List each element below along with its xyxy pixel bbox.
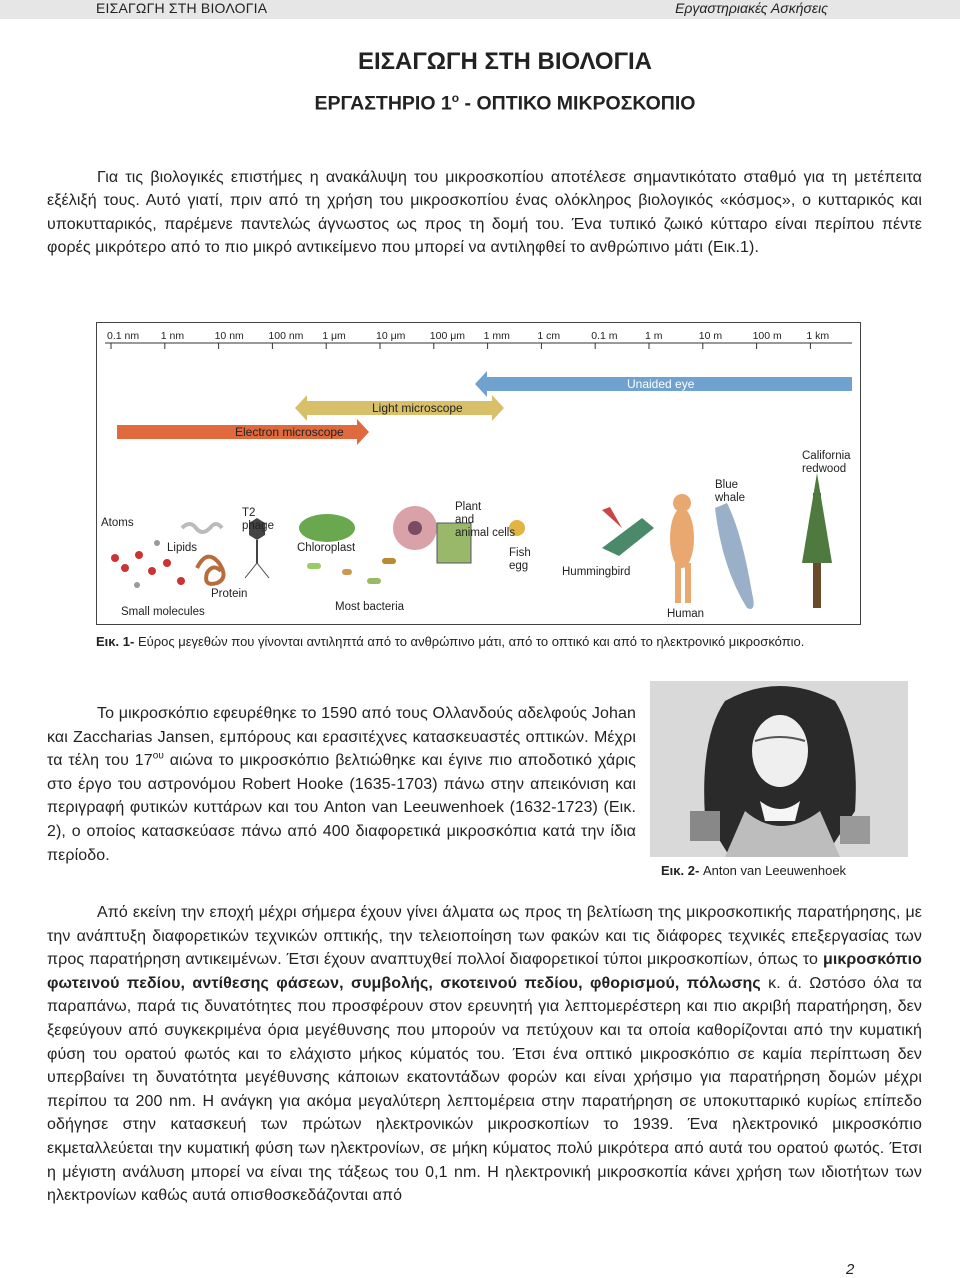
scale-tick-label: 100 μm: [429, 330, 466, 342]
item-label: and: [455, 514, 475, 526]
scale-tick-label: 1 nm: [160, 330, 185, 342]
leeuwenhoek-portrait: [650, 681, 908, 857]
scale-tick-label: 10 μm: [376, 330, 406, 342]
figure2-caption-label: Εικ. 2-: [661, 863, 700, 878]
item-label: Human: [667, 608, 705, 620]
history-paragraph: [47, 702, 636, 867]
scale-tick-label: 10 m: [698, 330, 723, 342]
scale-tick-label: 1 mm: [483, 330, 510, 342]
page-number: 2: [846, 1261, 855, 1278]
item-label: Chloroplast: [297, 542, 356, 554]
scale-tick-label: 1 μm: [322, 330, 346, 342]
item-label: Fish: [509, 547, 531, 559]
history-text-part1: Το μικροσκόπιο εφευρέθηκε το 1590 από τους Ολλανδούς αδελφούς Johan και Zaccharias Jansen, εμπόρους και ερασιτέχνες κατασκευαστές οπτικών. Μέχρι τα τέλη του 17: [47, 705, 636, 770]
figure1-caption: [96, 632, 836, 652]
figure1-caption-label: Εικ. 1-: [96, 634, 135, 649]
item-label: whale: [715, 492, 746, 504]
scale-tick-label: 0.1 m: [591, 330, 618, 342]
size-scale-illustration: [97, 323, 860, 624]
item-label: Most bacteria: [335, 601, 405, 613]
range-label-light-microscope: Light microscope: [372, 401, 463, 415]
types-text-part1: Από εκείνη την εποχή μέχρι σήμερα έχουν γίνει άλματα ως προς τη βελτίωση της μικροσκοπικής παρατήρησης, με την ανάπτυξη διαφορετικών τεχνικών οπτικής, την τελειοποίηση των φακών και τις διάφορες τεχνικές επεξεργασίας των προς παρατήρηση αντικειμένων. Έτσι έχουν αναπτυχθεί πολλοί διαφορετικοί τύποι μικροσκοπίων, όπως το: [47, 904, 922, 969]
intro-paragraph: Για τις βιολογικές επιστήμες η ανακάλυψη του μικροσκοπίου αποτέλεσε σημαντικότατο σταθμό για τη μετέπειτα εξέλιξή τους. Αυτό γιατί, πριν από τη χρήση του μικροσκοπίου ένας ολόκληρος βιολογικός «κόσμος», ο κυτταρικός και υποκυτταρικός, παρέμενε παντελώς άγνωστος ως προς τη δομή του. Ένα τυπικό ζωικό κύτταρο είναι περίπου πέντε φορές μικρότερο από το πιο μικρό αντικείμενο που μπορεί να αντιληφθεί το ανθρώπινο μάτι (Εικ.1).: [47, 169, 922, 256]
item-label: animal cells: [455, 527, 516, 539]
item-label: Lipids: [167, 542, 198, 554]
item-label: California: [802, 450, 851, 462]
size-scale-figure: [96, 322, 861, 625]
lab-subtitle: [0, 91, 960, 116]
item-label: Hummingbird: [562, 566, 631, 578]
unaided-eye-bar: [475, 371, 852, 397]
header-course-title: ΕΙΣΑΓΩΓΗ ΣΤΗ ΒΙΟΛΟΓΙΑ: [96, 0, 268, 16]
figure2-caption: [661, 862, 846, 880]
scale-tick-label: 1 cm: [537, 330, 561, 342]
item-label: Small molecules: [121, 606, 205, 618]
item-label: Plant: [455, 501, 482, 513]
figure1-caption-text: Εύρος μεγεθών που γίνονται αντιληπτά από το ανθρώπινο μάτι, από το οπτικό και από το ηλεκτρονικό μικροσκόπιο.: [134, 634, 805, 649]
light-microscope-bar: [295, 395, 504, 421]
item-label: phage: [242, 520, 274, 532]
types-text-part2: κ. ά. Ωστόσο όλα τα παραπάνω, παρά τις δυνατότητες που προσφέρουν στον ερευνητή για λεπτομερέστερη και πιο ακριβή παρατήρηση, δεν ξεφεύγουν από συγκεκριμένα όρια μεγέθυνσης που μπορούν να πετύχουν και τα οποία καθορίζονται από την κυματική φύση του ορατού φωτός και το ελάχιστο μήκος κύματός του. Έτσι ένα οπτικό μικροσκόπιο σε καμία περίπτωση δεν υπερβαίνει τη δυνατότητα μεγέθυνσης κάποιων εκατοντάδων φορών και είναι χρήσιμο για παρατήρηση δομών μέχρι περίπου τα 200 nm. Η ανάγκη για ακόμα μεγαλύτερη λεπτομέρεια στην παρατήρηση σε υποκυτταρικό κυρίως επίπεδο οδήγησε στην κατασκευή των πρώτων ηλεκτρονικών μικροσκοπίων το 1939. Ένα ηλεκτρονικό μικροσκόπιο εκμεταλλεύεται την κυματική φύση των ηλεκτρονίων, σε μήκη κύματος πολύ μικρότερα από αυτά του ορατού φωτός. Έτσι η μέγιστη ανάλυση μπορεί να είναι της τάξεως του 0,1 nm. Η ηλεκτρονική μικροσκοπία κάνει χρήση των ιδιοτήτων των ηλεκτρονίων καθώς αυτά οπισθοσκεδάζονται από: [47, 974, 923, 1205]
scale-tick-label: 100 m: [752, 330, 782, 342]
portrait-drawing: [650, 681, 908, 857]
electron-microscope-bar: [117, 419, 369, 445]
scale-tick-label: 10 nm: [214, 330, 244, 342]
document-title: ΕΙΣΑΓΩΓΗ ΣΤΗ ΒΙΟΛΟΓΙΑ: [357, 48, 653, 75]
item-label: Protein: [211, 588, 248, 600]
subtitle-post: - ΟΠΤΙΚΟ ΜΙΚΡΟΣΚΟΠΙΟ: [459, 92, 696, 115]
history-century-ordinal: ου: [152, 750, 164, 762]
scale-tick-label: 100 nm: [268, 330, 304, 342]
subtitle-pre: ΕΡΓΑΣΤΗΡΙΟ 1: [314, 92, 452, 115]
item-label: T2: [242, 507, 256, 519]
microscope-types-paragraph: [47, 901, 922, 1208]
item-label: egg: [509, 560, 529, 572]
range-label-unaided-eye: Unaided eye: [627, 377, 695, 391]
figure2-caption-text: Anton van Leeuwenhoek: [699, 863, 847, 878]
header-section-title: Εργαστηριακές Ασκήσεις: [675, 0, 828, 16]
item-label: Blue: [715, 479, 739, 491]
scale-tick-label: 1 km: [806, 330, 830, 342]
range-label-electron-microscope: Electron microscope: [235, 425, 344, 439]
scale-tick-label: 1 m: [645, 330, 663, 342]
item-label: redwood: [802, 463, 847, 475]
scale-tick-label: 0.1 nm: [107, 330, 140, 342]
microscope-types-list: μικροσκόπιο φωτεινού πεδίου, αντίθεσης φάσεων, συμβολής, σκοτεινού πεδίου, φθορισμού, πόλωσης: [47, 951, 922, 992]
history-text-part2: αιώνα το μικροσκόπιο βελτιώθηκε και έγινε πιο αποδοτικό χάρις στο έργο του αστρονόμου Robert Hooke (1635-1703) πάνω στην απεικόνιση και περιγραφή φυτικών κυττάρων και του Anton van Leeuwenhoek (1632-1723) (Εικ. 2), ο οποίος κατασκεύασε πάνω από 400 διαφορετικά μικροσκόπια κατά την ίδια περίοδο.: [47, 752, 636, 864]
subtitle-ordinal: ο: [451, 91, 460, 105]
page-header: [0, 0, 960, 19]
item-label: Atoms: [101, 517, 134, 529]
